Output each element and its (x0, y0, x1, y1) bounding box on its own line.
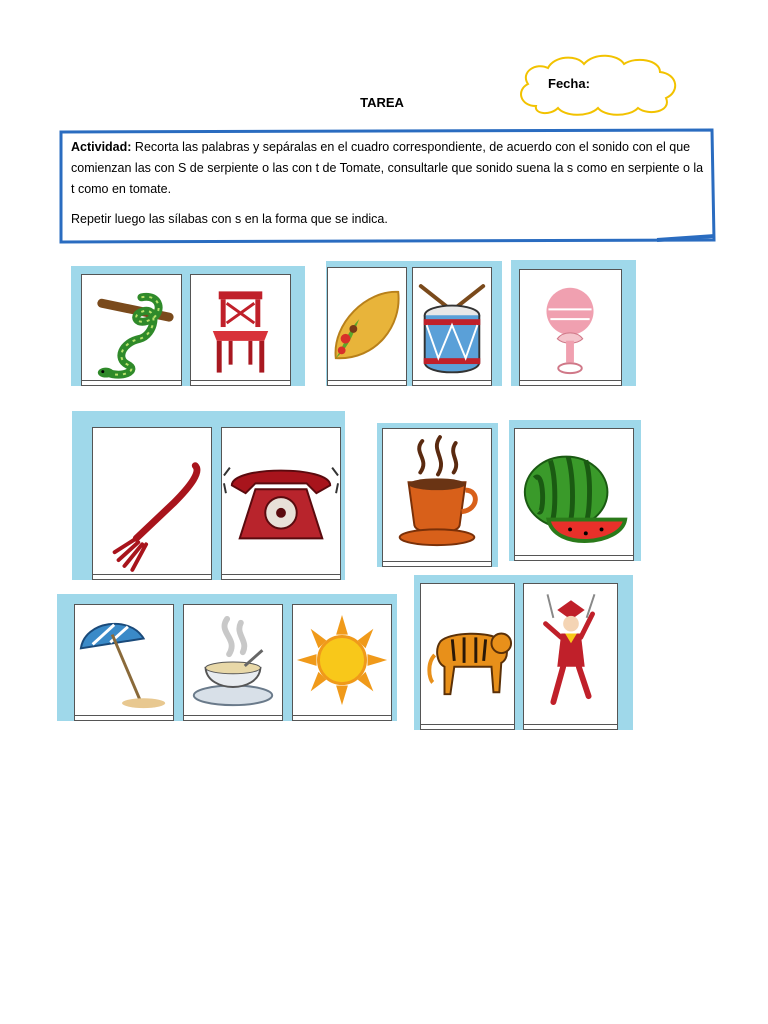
telephone-icon (222, 428, 340, 579)
page-title: TAREA (360, 95, 404, 110)
picture-card[interactable] (382, 428, 492, 567)
card-group (71, 266, 305, 386)
picture-card[interactable] (183, 604, 283, 721)
card-group (377, 423, 498, 567)
soup-icon (184, 605, 282, 720)
card-group (509, 420, 641, 561)
beach-umbrella-icon (75, 605, 173, 720)
picture-card[interactable] (412, 267, 492, 386)
drum-icon (413, 268, 491, 385)
picture-card[interactable] (74, 604, 174, 721)
fork-icon (93, 428, 211, 579)
picture-card[interactable] (81, 274, 182, 386)
taco-icon (328, 268, 406, 385)
picture-card[interactable] (523, 583, 618, 730)
picture-card[interactable] (292, 604, 392, 721)
repeat-text: Repetir luego las sílabas con s en la forma que se indica. (71, 212, 388, 226)
activity-label: Actividad: (71, 140, 132, 154)
watermelon-icon (515, 429, 633, 560)
sun-icon (293, 605, 391, 720)
card-group (511, 260, 636, 386)
card-group (326, 261, 502, 386)
card-group (414, 575, 633, 730)
date-label: Fecha: (548, 76, 590, 91)
picture-card[interactable] (221, 427, 341, 580)
snake-icon (82, 275, 181, 385)
card-group (72, 411, 345, 580)
chair-icon (191, 275, 290, 385)
rattle-icon (520, 270, 621, 385)
activity-text: Recorta las palabras y sepáralas en el cuadro correspondiente, de acuerdo con el sonido con el que comienzan las con S de serpiente o las con t de Tomate, consultarle que sonido suena la s como en serpiente o la t como en tomate. (71, 140, 704, 196)
picture-card[interactable] (190, 274, 291, 386)
coffee-cup-icon (383, 429, 491, 566)
jester-icon (524, 584, 617, 729)
picture-card[interactable] (514, 428, 634, 561)
instruction-text (71, 137, 707, 239)
card-group (57, 594, 397, 721)
picture-card[interactable] (92, 427, 212, 580)
picture-card[interactable] (327, 267, 407, 386)
picture-card[interactable] (519, 269, 622, 386)
picture-card[interactable] (420, 583, 515, 730)
tiger-icon (421, 584, 514, 729)
